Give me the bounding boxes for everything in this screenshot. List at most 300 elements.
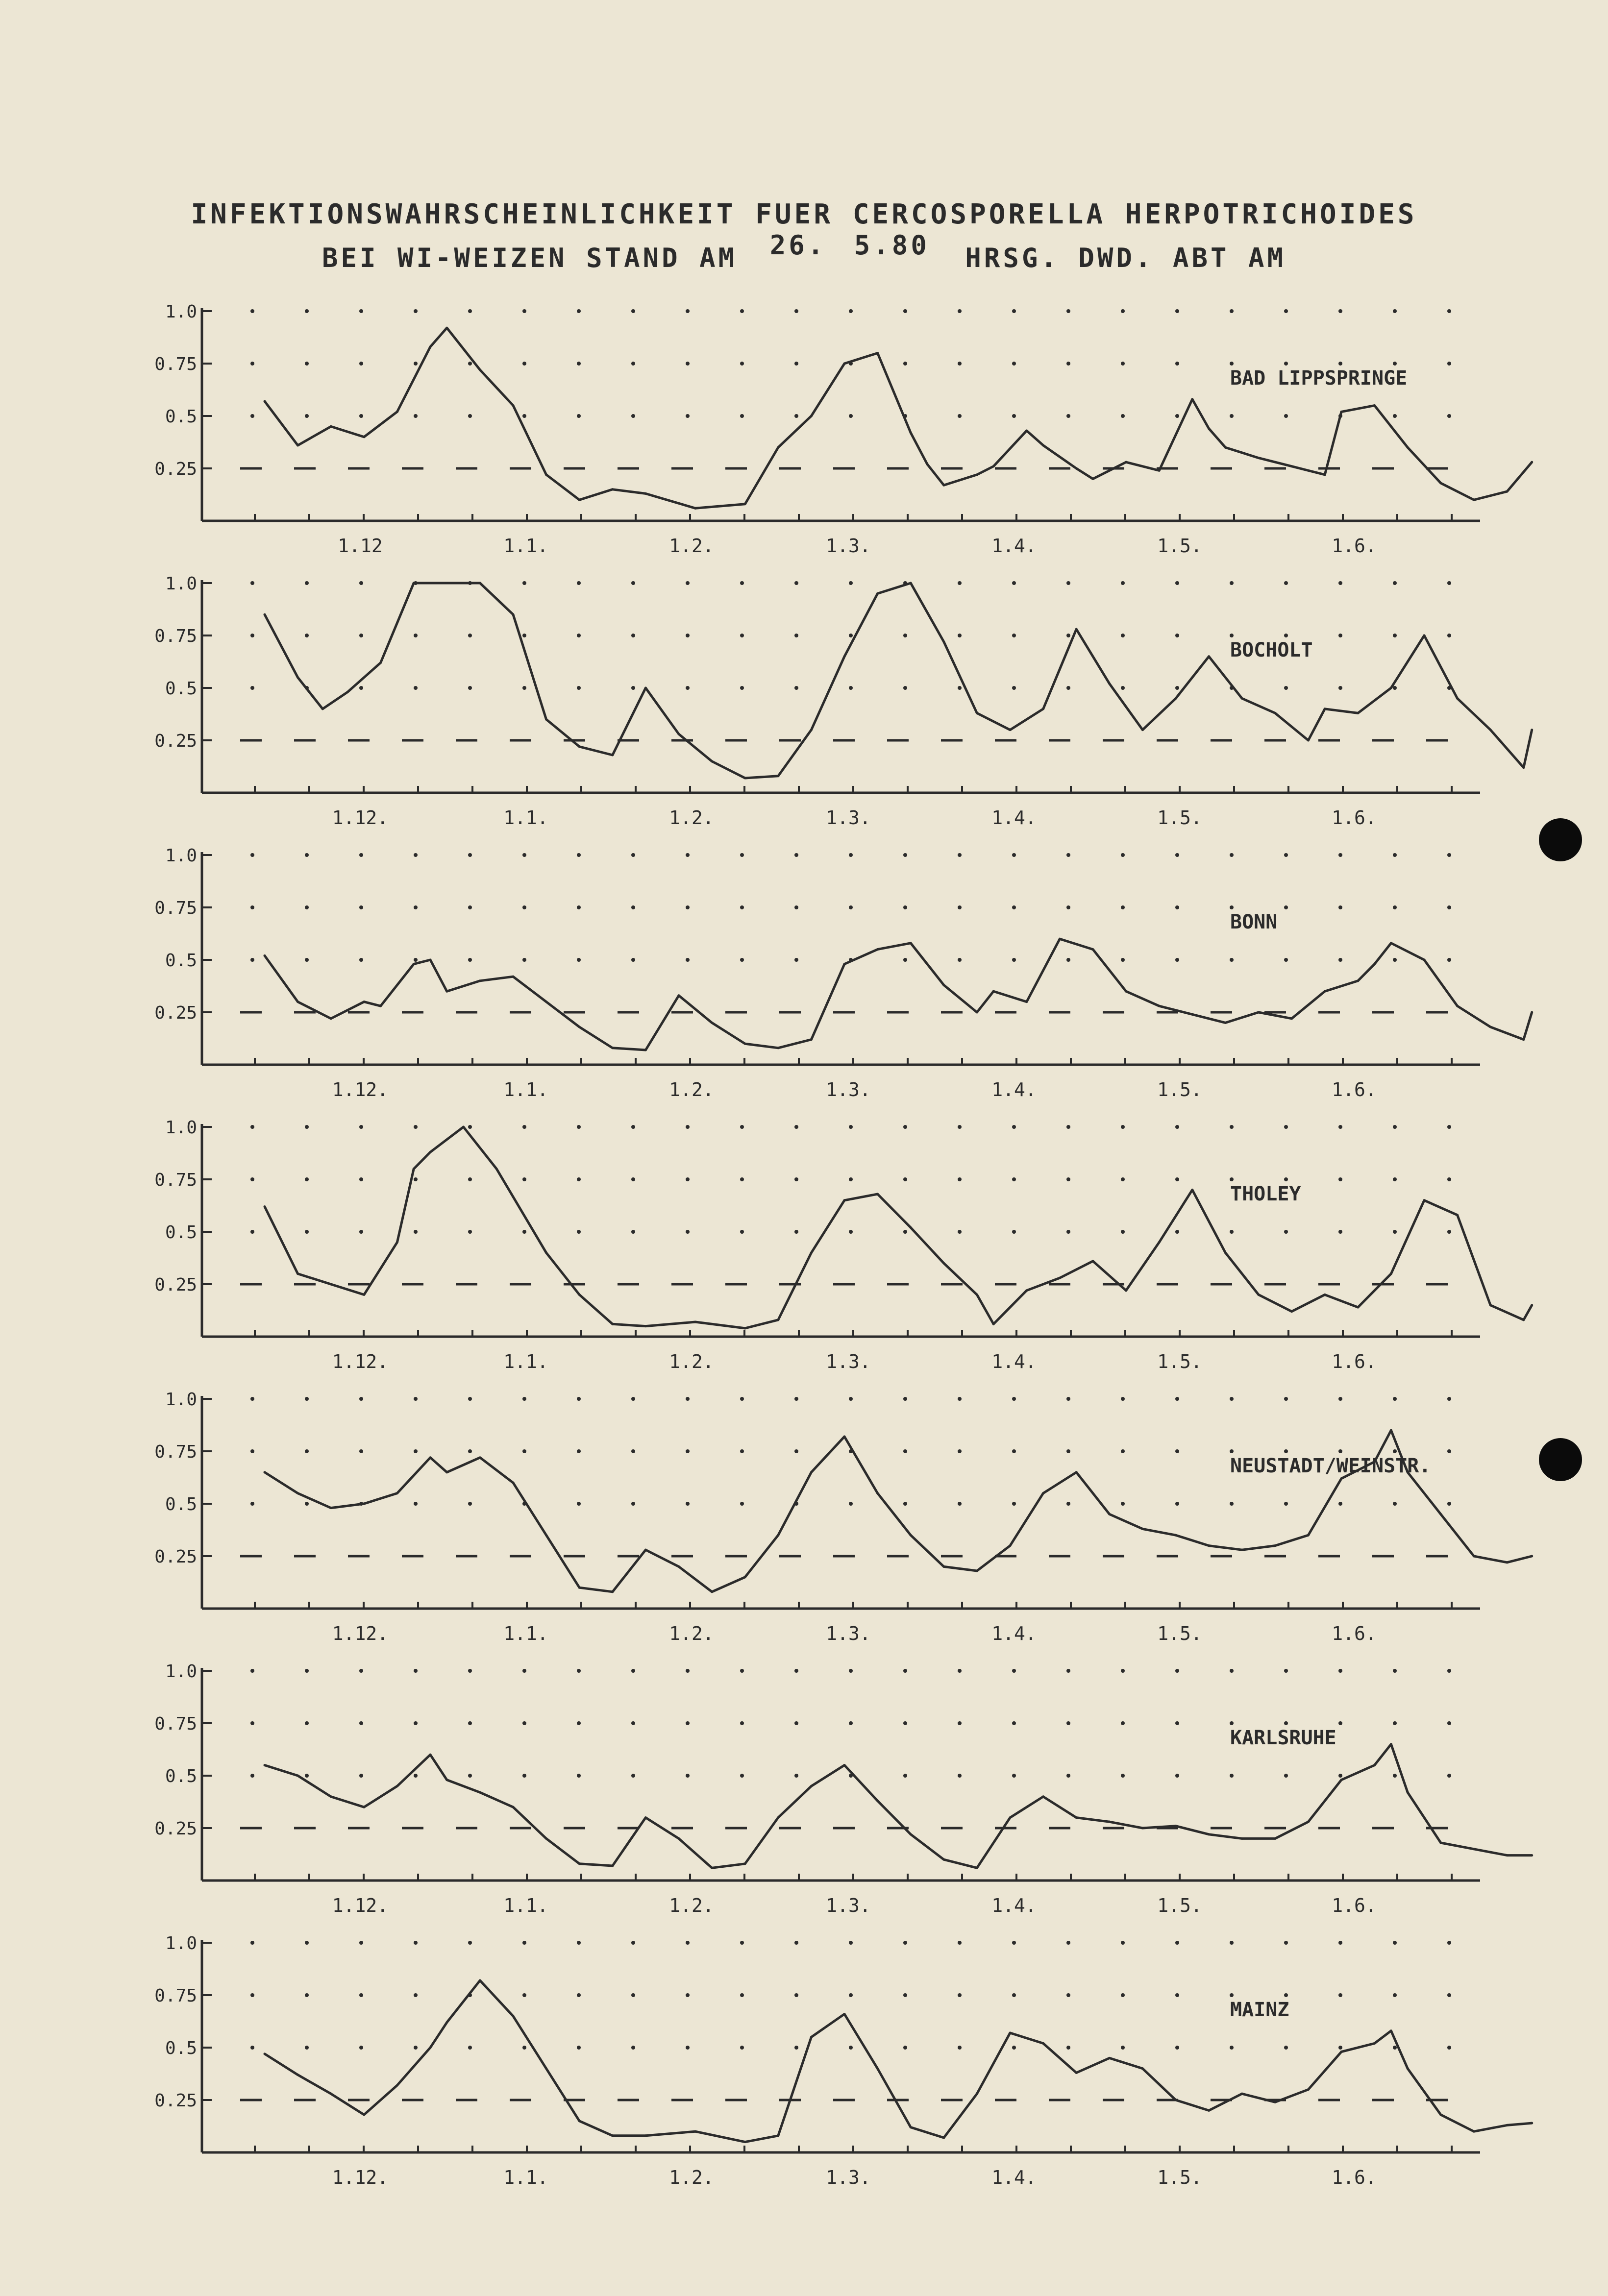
data-point	[1439, 1513, 1442, 1515]
x-tick-label: 1.1.	[503, 2167, 548, 2188]
data-point	[264, 1205, 266, 1208]
x-tick-label: 1.12.	[332, 2167, 389, 2188]
y-tick-label: 0.75	[154, 1170, 197, 1190]
grid-dot	[359, 581, 363, 585]
grid-dot	[740, 958, 744, 962]
grid-dot	[414, 1941, 418, 1945]
grid-dot	[468, 1721, 472, 1725]
grid-dot	[305, 1993, 309, 1997]
grid-dot	[414, 1449, 418, 1453]
grid-dot	[794, 1941, 798, 1945]
grid-dot	[1175, 309, 1179, 313]
grid-dot	[1066, 1669, 1070, 1673]
grid-dot	[686, 581, 690, 585]
data-point	[1241, 1549, 1243, 1551]
data-point	[1108, 1821, 1111, 1823]
data-point	[744, 1862, 746, 1865]
data-point	[1531, 1555, 1533, 1558]
grid-dot	[1447, 1774, 1451, 1778]
grid-dot	[305, 1941, 309, 1945]
grid-dot	[1230, 1993, 1234, 1997]
grid-dot	[1338, 1502, 1342, 1506]
grid-dot	[1066, 1502, 1070, 1506]
grid-dot	[1393, 634, 1397, 637]
data-point	[545, 1534, 547, 1537]
grid-dot	[305, 1125, 309, 1129]
x-tick-label: 1.4.	[991, 1623, 1037, 1644]
x-tick-label: 1.1.	[503, 807, 548, 829]
data-point	[1075, 1816, 1078, 1819]
data-point	[777, 2134, 779, 2137]
data-point	[396, 1241, 398, 1244]
grid-dot	[1447, 1125, 1451, 1129]
grid-dot	[250, 905, 254, 909]
grid-dot	[1393, 309, 1397, 313]
y-tick-label: 0.25	[154, 731, 197, 751]
data-point	[1439, 1841, 1442, 1844]
grid-dot	[468, 2046, 472, 2050]
data-point	[1208, 1833, 1210, 1835]
grid-dot	[522, 686, 526, 690]
grid-dot	[849, 686, 853, 690]
grid-dot	[1121, 1177, 1125, 1181]
grid-dot	[1066, 853, 1070, 857]
grid-dot	[577, 581, 581, 585]
grid-dot	[1066, 1449, 1070, 1453]
grid-dot	[1121, 1993, 1125, 1997]
grid-dot	[1012, 1125, 1016, 1129]
stand-month-year: 5.80	[854, 230, 930, 261]
x-tick-label: 1.4.	[991, 535, 1037, 557]
grid-dot	[631, 362, 635, 366]
grid-dot	[1066, 634, 1070, 637]
y-tick-label: 0.5	[165, 951, 197, 971]
grid-dot	[1338, 1449, 1342, 1453]
grid-dot	[794, 2046, 798, 2050]
data-point	[330, 1017, 332, 1020]
data-point	[1357, 1306, 1359, 1309]
grid-dot	[414, 1125, 418, 1129]
data-point	[810, 1038, 813, 1041]
data-point	[777, 775, 779, 777]
grid-dot	[686, 1941, 690, 1945]
data-point	[1274, 2101, 1276, 2103]
y-tick-label: 0.5	[165, 1222, 197, 1243]
x-tick-label: 1.12.	[332, 1623, 389, 1644]
grid-dot	[631, 1774, 635, 1778]
grid-dot	[958, 1397, 962, 1401]
data-point	[942, 2137, 945, 2139]
data-point	[611, 1865, 614, 1867]
data-point	[876, 1193, 879, 1195]
grid-dot	[631, 905, 635, 909]
grid-dot	[794, 581, 798, 585]
data-point	[976, 712, 978, 714]
grid-dot	[794, 634, 798, 637]
data-point	[1125, 1289, 1127, 1292]
data-point	[876, 2067, 879, 2070]
grid-dot	[686, 1177, 690, 1181]
grid-dot	[1175, 686, 1179, 690]
grid-dot	[1338, 905, 1342, 909]
data-point	[926, 463, 929, 465]
grid-dot	[1284, 414, 1288, 418]
grid-dot	[1393, 958, 1397, 962]
grid-dot	[1230, 414, 1234, 418]
grid-dot	[414, 686, 418, 690]
grid-dot	[250, 1941, 254, 1945]
grid-dot	[577, 958, 581, 962]
station-label: BAD LIPPSPRINGE	[1230, 367, 1408, 390]
punch-hole-upper	[1539, 818, 1582, 861]
data-point	[1224, 1022, 1227, 1024]
grid-dot	[686, 958, 690, 962]
grid-dot	[414, 1774, 418, 1778]
grid-dot	[359, 634, 363, 637]
grid-dot	[414, 1502, 418, 1506]
data-point	[1456, 1214, 1459, 1216]
grid-dot	[1230, 1774, 1234, 1778]
grid-dot	[250, 958, 254, 962]
grid-dot	[1447, 1721, 1451, 1725]
grid-dot	[1230, 362, 1234, 366]
y-tick-label: 0.75	[154, 354, 197, 374]
data-point	[744, 2141, 746, 2143]
data-point	[942, 1262, 945, 1265]
grid-dot	[1175, 634, 1179, 637]
grid-dot	[1447, 581, 1451, 585]
grid-dot	[1393, 1993, 1397, 1997]
x-tick-label: 1.6.	[1332, 1895, 1377, 1916]
grid-dot	[903, 958, 907, 962]
grid-dot	[522, 1449, 526, 1453]
data-point	[1456, 1005, 1459, 1007]
data-point	[777, 1816, 779, 1819]
grid-dot	[250, 853, 254, 857]
grid-dot	[305, 414, 309, 418]
data-point	[1208, 655, 1210, 658]
grid-dot	[903, 1125, 907, 1129]
grid-dot	[1284, 634, 1288, 637]
x-tick-label: 1.2.	[669, 1351, 714, 1372]
data-point	[396, 411, 398, 413]
data-point	[1208, 2109, 1210, 2112]
data-point	[711, 760, 713, 762]
grid-dot	[849, 1177, 853, 1181]
data-point	[810, 1251, 813, 1254]
grid-dot	[414, 1993, 418, 1997]
data-point	[445, 1471, 448, 1473]
station-label: THOLEY	[1230, 1183, 1301, 1205]
data-point	[330, 2093, 332, 2095]
data-point	[1290, 1017, 1293, 1020]
grid-dot	[631, 853, 635, 857]
data-point	[910, 432, 912, 434]
grid-dot	[577, 1230, 581, 1234]
grid-dot	[414, 362, 418, 366]
grid-dot	[359, 1397, 363, 1401]
grid-dot	[740, 362, 744, 366]
data-point	[678, 994, 680, 997]
data-point	[1407, 446, 1409, 449]
x-tick-label: 1.6.	[1332, 1079, 1377, 1100]
grid-dot	[1175, 1449, 1179, 1453]
grid-dot	[1066, 362, 1070, 366]
grid-dot	[1447, 1449, 1451, 1453]
x-tick-label: 1.5.	[1157, 535, 1202, 557]
data-point	[578, 2120, 581, 2122]
grid-dot	[1121, 1502, 1125, 1506]
grid-dot	[740, 2046, 744, 2050]
grid-dots	[250, 1125, 1451, 1234]
grid-dot	[1230, 1397, 1234, 1401]
grid-dot	[1066, 414, 1070, 418]
data-point	[413, 963, 415, 965]
grid-dot	[1284, 1669, 1288, 1673]
data-point	[1390, 2029, 1392, 2032]
data-point	[876, 948, 879, 951]
data-point	[1473, 499, 1475, 501]
grid-dot	[305, 1230, 309, 1234]
data-point	[1324, 1294, 1326, 1296]
data-point	[578, 1026, 581, 1028]
grid-dot	[305, 2046, 309, 2050]
grid-dot	[631, 1397, 635, 1401]
grid-dot	[468, 958, 472, 962]
series-line	[265, 583, 1532, 778]
data-point	[1390, 942, 1392, 944]
data-point	[1423, 1199, 1426, 1201]
grid-dots	[250, 309, 1451, 418]
grid-dot	[1012, 309, 1016, 313]
grid-dot	[1284, 1230, 1288, 1234]
grid-dot	[359, 1177, 363, 1181]
data-point	[744, 1327, 746, 1329]
grid-dot	[250, 1774, 254, 1778]
grid-dot	[522, 905, 526, 909]
grid-dot	[686, 634, 690, 637]
grid-dot	[1175, 1721, 1179, 1725]
grid-dot	[849, 1502, 853, 1506]
grid-dot	[577, 1941, 581, 1945]
data-point	[1075, 1471, 1078, 1473]
grid-dot	[305, 1177, 309, 1181]
grid-dot	[1012, 1230, 1016, 1234]
data-point	[1357, 712, 1359, 714]
station-label: KARLSRUHE	[1230, 1727, 1336, 1749]
data-point	[1307, 739, 1310, 742]
grid-dot	[414, 958, 418, 962]
grid-dot	[1284, 1449, 1288, 1453]
grid-dot	[468, 853, 472, 857]
data-point	[429, 2047, 432, 2049]
grid-dot	[1175, 905, 1179, 909]
data-point	[1175, 1534, 1177, 1537]
y-tick-label: 0.25	[154, 2091, 197, 2111]
data-point	[1423, 635, 1426, 637]
grid-dot	[1284, 1774, 1288, 1778]
y-tick-label: 0.5	[165, 407, 197, 427]
y-tick-label: 0.75	[154, 1986, 197, 2006]
grid-dot	[1393, 1125, 1397, 1129]
data-point	[1191, 1013, 1193, 1016]
x-tick-label: 1.12	[338, 535, 383, 557]
grid-dot	[522, 634, 526, 637]
data-point	[346, 691, 349, 693]
grid-dot	[1338, 1774, 1342, 1778]
grid-dot	[1393, 853, 1397, 857]
grid-dot	[577, 1397, 581, 1401]
y-tick-label: 0.75	[154, 1442, 197, 1462]
grid-dot	[359, 686, 363, 690]
series-line	[265, 1980, 1532, 2142]
grid-dot	[903, 686, 907, 690]
data-point	[363, 1001, 365, 1003]
grid-dot	[1230, 1502, 1234, 1506]
grid-dot	[740, 1449, 744, 1453]
data-point	[413, 582, 415, 585]
grid-dot	[1175, 1502, 1179, 1506]
grid-dot	[686, 362, 690, 366]
grid-dot	[1230, 1669, 1234, 1673]
data-point	[1324, 473, 1326, 476]
grid-dot	[794, 1774, 798, 1778]
chart-panel-2	[154, 574, 1533, 829]
data-point	[611, 1590, 614, 1593]
data-point	[512, 1482, 515, 1484]
data-point	[1075, 628, 1078, 631]
grid-dot	[740, 905, 744, 909]
data-point	[578, 1862, 581, 1865]
grid-dot	[1012, 362, 1016, 366]
grid-dot	[468, 1774, 472, 1778]
grid-dot	[1393, 1941, 1397, 1945]
grid-dot	[849, 414, 853, 418]
grid-dot	[958, 1230, 962, 1234]
grid-dot	[1447, 1993, 1451, 1997]
grid-dot	[849, 1993, 853, 1997]
grid-dot	[958, 905, 962, 909]
data-point	[479, 1791, 481, 1794]
grid-dot	[903, 1177, 907, 1181]
grid-dot	[849, 1125, 853, 1129]
grid-dot	[794, 1397, 798, 1401]
grid-dot	[1066, 1993, 1070, 1997]
data-point	[644, 1816, 647, 1819]
grid-dot	[1447, 1669, 1451, 1673]
data-point	[1423, 959, 1426, 961]
data-point	[942, 984, 945, 986]
data-point	[1307, 1821, 1310, 1823]
x-tick-label: 1.2.	[669, 1895, 714, 1916]
grid-dot	[1338, 1397, 1342, 1401]
data-point	[445, 1779, 448, 1781]
data-point	[1191, 1189, 1193, 1191]
data-point	[545, 1251, 547, 1254]
grid-dot	[1338, 958, 1342, 962]
grid-dot	[1338, 634, 1342, 637]
grid-dot	[958, 1721, 962, 1725]
grid-dot	[1284, 958, 1288, 962]
grid-dot	[958, 1125, 962, 1129]
grid-dot	[1066, 1177, 1070, 1181]
grid-dot	[1284, 2046, 1288, 2050]
grid-dot	[250, 309, 254, 313]
grid-dot	[1393, 2046, 1397, 2050]
data-point	[992, 1323, 995, 1325]
grid-dot	[958, 958, 962, 962]
x-tick-label: 1.4.	[991, 807, 1037, 829]
grid-dot	[958, 414, 962, 418]
x-tick-label: 1.3.	[826, 535, 871, 557]
y-tick-label: 0.5	[165, 1766, 197, 1786]
grid-dot	[849, 1230, 853, 1234]
grid-dot	[1175, 1941, 1179, 1945]
grid-dot	[577, 1125, 581, 1129]
grid-dot	[1066, 1774, 1070, 1778]
data-point	[1390, 1743, 1392, 1745]
grid-dot	[305, 1502, 309, 1506]
data-point	[578, 499, 581, 501]
grid-dot	[631, 1721, 635, 1725]
grid-dot	[740, 1669, 744, 1673]
grid-dot	[1447, 905, 1451, 909]
grid-dot	[958, 309, 962, 313]
data-point	[363, 1806, 365, 1808]
grid-dot	[305, 958, 309, 962]
x-tick-label: 1.12.	[332, 1079, 389, 1100]
grid-dot	[794, 686, 798, 690]
data-point	[711, 1867, 713, 1869]
grid-dot	[686, 1669, 690, 1673]
grid-dot	[250, 1397, 254, 1401]
data-point	[413, 1168, 415, 1170]
grid-dot	[1175, 1993, 1179, 1997]
grid-dot	[305, 853, 309, 857]
data-point	[330, 1507, 332, 1509]
grid-dot	[958, 1941, 962, 1945]
grid-dot	[522, 1125, 526, 1129]
data-point	[264, 1764, 266, 1766]
data-point	[976, 1867, 978, 1869]
data-point	[429, 345, 432, 348]
data-point	[1009, 729, 1012, 731]
data-point	[512, 2015, 515, 2017]
grid-dot	[1230, 581, 1234, 585]
data-point	[1191, 398, 1193, 400]
grid-dot	[631, 1177, 635, 1181]
grid-dot	[1230, 2046, 1234, 2050]
grid-dot	[522, 1177, 526, 1181]
x-tick-label: 1.2.	[669, 1079, 714, 1100]
y-tick-label: 1.0	[165, 1661, 197, 1682]
grid-dot	[577, 1502, 581, 1506]
punch-hole-lower	[1539, 1438, 1582, 1481]
grid-dot	[1284, 1177, 1288, 1181]
grid-dot	[1447, 1397, 1451, 1401]
data-point	[1175, 1825, 1177, 1827]
grid-dot	[631, 1669, 635, 1673]
data-point	[1340, 1779, 1343, 1781]
data-point	[611, 1047, 614, 1049]
data-point	[1158, 1005, 1161, 1007]
data-point	[1473, 1848, 1475, 1850]
grid-dots	[250, 1397, 1451, 1506]
data-point	[744, 503, 746, 505]
grid-dot	[414, 414, 418, 418]
grid-dot	[359, 1449, 363, 1453]
station-label: MAINZ	[1230, 1999, 1289, 2021]
